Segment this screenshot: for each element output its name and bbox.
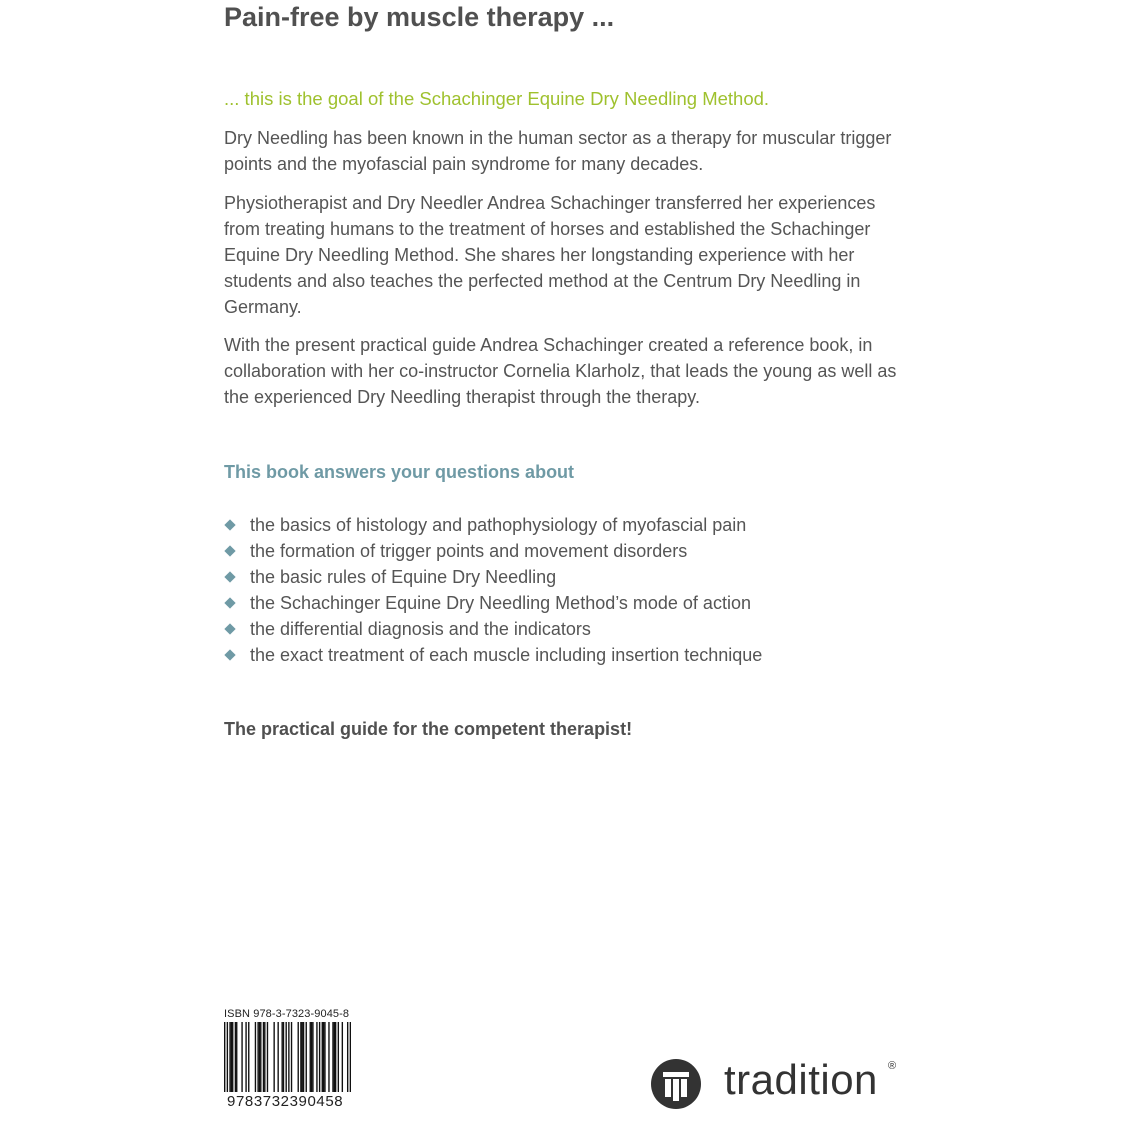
barcode-bar — [303, 1022, 304, 1092]
list-item — [224, 590, 904, 616]
barcode-bar — [260, 1022, 261, 1092]
topics-list — [224, 512, 904, 668]
barcode-bar — [236, 1022, 237, 1092]
barcode-bar — [267, 1022, 268, 1092]
barcode-bar — [257, 1022, 258, 1092]
publisher-logo — [650, 1058, 910, 1110]
barcode-bar — [316, 1022, 317, 1092]
barcode-bar — [328, 1022, 329, 1092]
list-item — [224, 616, 904, 642]
list-item — [224, 538, 904, 564]
barcode-bar — [288, 1022, 289, 1092]
list-item-text: the differential diagnosis and the indicators — [250, 619, 591, 639]
barcode-bar — [300, 1022, 301, 1092]
barcode-bar — [241, 1022, 242, 1092]
barcode-bar — [322, 1022, 323, 1092]
paragraph-intro: Dry Needling has been known in the human sector as a therapy for muscular trigger points and the myofascial pain syndrome for many decades. — [224, 128, 892, 174]
barcode-bar — [264, 1022, 265, 1092]
barcode-bar — [312, 1022, 313, 1092]
barcode-bar — [342, 1022, 343, 1092]
barcode-bar — [224, 1022, 225, 1092]
barcode-bar — [235, 1022, 236, 1092]
barcode-bar — [283, 1022, 284, 1092]
list-item — [224, 564, 904, 590]
list-item — [224, 642, 904, 668]
barcode-bar — [259, 1022, 260, 1092]
diamond-bullet-icon — [224, 623, 235, 634]
barcode-bar — [227, 1022, 228, 1092]
barcode-bar — [350, 1022, 351, 1092]
questions-heading: This book answers your questions about — [224, 462, 575, 482]
barcode-bar — [248, 1022, 249, 1092]
barcode-bar — [338, 1022, 339, 1092]
page-title: Pain-free by muscle therapy ... — [224, 2, 615, 32]
barcode-bar — [285, 1022, 286, 1092]
isbn-label: ISBN 978-3-7323-9045-8 — [224, 1008, 350, 1020]
barcode-bar — [263, 1022, 264, 1092]
list-item-text: the basics of histology and pathophysiology of myofascial pain — [250, 515, 747, 535]
list-item-text: the exact treatment of each muscle including insertion technique — [250, 645, 763, 665]
barcode-icon — [224, 1022, 351, 1092]
barcode-bar — [245, 1022, 246, 1092]
barcode-bar — [291, 1022, 292, 1092]
barcode-bar — [231, 1022, 232, 1092]
barcode-bar — [335, 1022, 336, 1092]
list-item-text: the formation of trigger points and movement disorders — [250, 541, 688, 561]
paragraph-author: Physiotherapist and Dry Needler Andrea Schachinger transferred her experiences from treating humans to the treatment of horses and established the Schachinger Equine Dry Needling Method. She shares her longstanding experience with her students and also teaches the perfected method at the Centrum Dry Needling in Germany. — [224, 193, 876, 317]
list-item-text: the basic rules of Equine Dry Needling — [250, 567, 557, 587]
barcode-bar — [298, 1022, 299, 1092]
registered-mark: ® — [888, 1060, 897, 1072]
list-item — [224, 512, 904, 538]
barcode-bar — [229, 1022, 230, 1092]
list-item-text: the Schachinger Equine Dry Needling Method’s mode of action — [250, 593, 751, 613]
barcode-bar — [323, 1022, 324, 1092]
barcode-bar — [324, 1022, 325, 1092]
barcode-bar — [255, 1022, 256, 1092]
barcode-bar — [319, 1022, 320, 1092]
diamond-bullet-icon — [224, 545, 235, 556]
tagline: ... this is the goal of the Schachinger Equine Dry Needling Method. — [224, 88, 770, 109]
barcode-bar — [334, 1022, 335, 1092]
barcode-bar — [232, 1022, 233, 1092]
barcode-bar — [310, 1022, 311, 1092]
barcode-bar — [306, 1022, 307, 1092]
diamond-bullet-icon — [224, 519, 235, 530]
tradition-logo-icon — [650, 1058, 702, 1110]
barcode-bar — [347, 1022, 348, 1092]
diamond-bullet-icon — [224, 649, 235, 660]
publisher-name: tradition — [724, 1056, 878, 1103]
paragraph-guide: With the present practical guide Andrea Schachinger created a reference book, in collaboration with her co-instructor Cornelia Klarholz, that leads the young as well as the experienced Dry Needling therapist through the therapy. — [224, 335, 897, 407]
barcode-bar — [277, 1022, 278, 1092]
diamond-bullet-icon — [224, 597, 235, 608]
barcode-bar — [311, 1022, 312, 1092]
barcode-bar — [332, 1022, 333, 1092]
closing-statement: The practical guide for the competent therapist! — [224, 719, 633, 739]
diamond-bullet-icon — [224, 571, 235, 582]
barcode-bar — [273, 1022, 274, 1092]
isbn-digits: 9783732390458 — [227, 1093, 344, 1110]
barcode-bar — [302, 1022, 303, 1092]
barcode-bar — [281, 1022, 282, 1092]
